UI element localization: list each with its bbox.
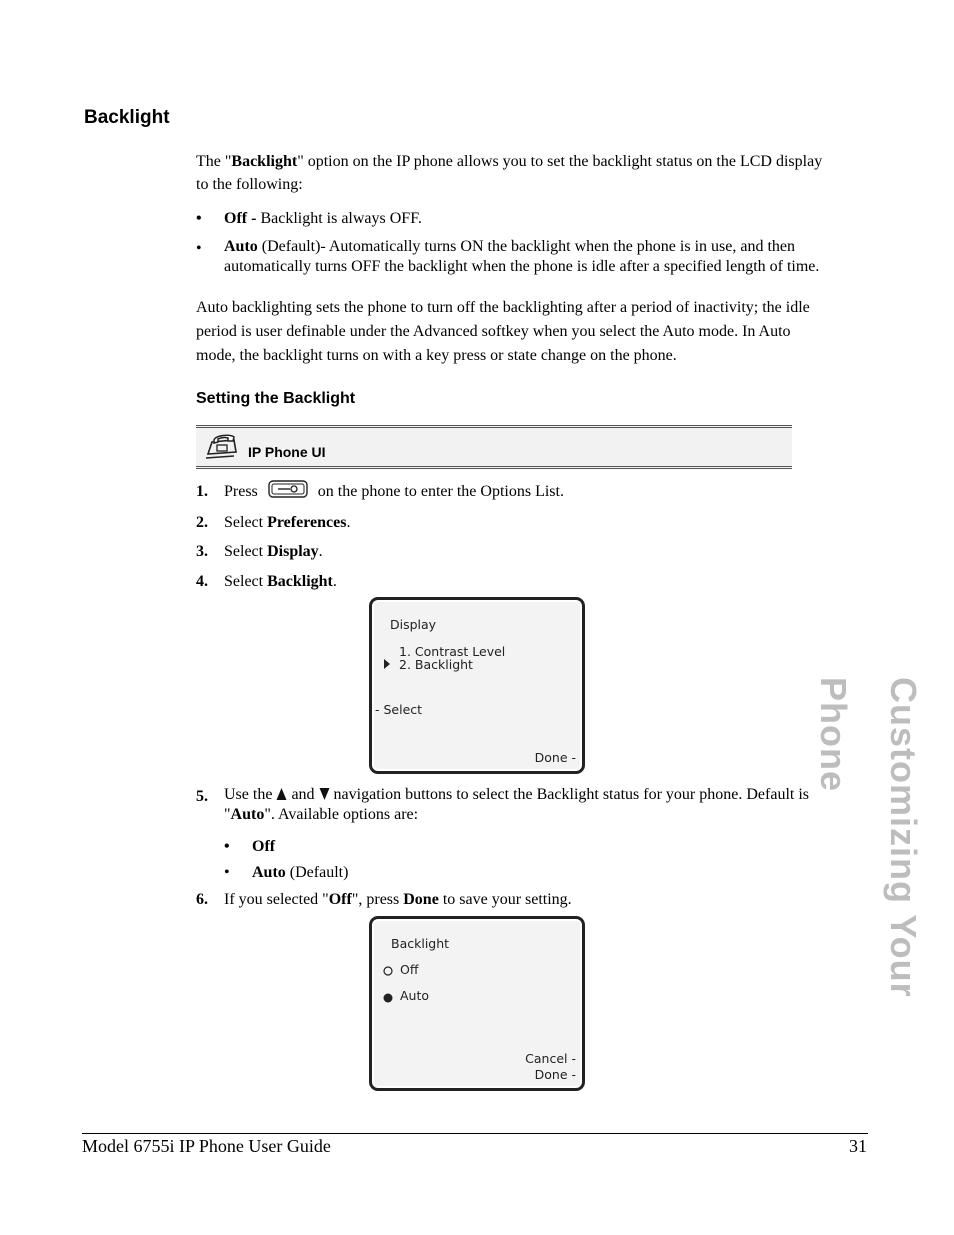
step-5-option-off: • Off [224, 838, 276, 855]
step-4: 4. Select Backlight. [196, 573, 337, 590]
intro-paragraph: The "Backlight" option on the IP phone allows you to set the backlight status on the LCD display to the following: [196, 153, 823, 193]
radio-selected-icon[interactable] [383, 991, 393, 1006]
footer-rule [82, 1133, 868, 1134]
done-softkey-2[interactable]: Done - [534, 1067, 576, 1082]
screen1-title: Display [390, 617, 437, 632]
phone-icon [204, 434, 240, 465]
chapter-side-tab [813, 675, 938, 1115]
ip-phone-ui-bar [196, 425, 792, 469]
screen2-title: Backlight [391, 936, 450, 951]
option-auto: • Auto (Default)- Automatically turns ON the backlight when the phone is in use, and then automatically turns OFF the backlight when the phone is idle after a specified length of time. [196, 238, 820, 275]
auto-paragraph: Auto backlighting sets the phone to turn off the backlighting after a period of inactivity; the idle period is user definable under the Advanced softkey when you select the Auto mode. In Auto mode, the backlight turns on with a key press or state change on the phone. [196, 299, 810, 364]
done-softkey[interactable]: Done - [534, 750, 576, 765]
step-5-option-auto: • Auto (Default) [224, 864, 349, 881]
step-6: 6. If you selected "Off", press Done to save your setting. [196, 891, 572, 908]
screen2-option-auto[interactable]: Auto [400, 988, 430, 1003]
down-arrow-icon [319, 787, 330, 801]
screen2-option-off[interactable]: Off [400, 962, 419, 977]
option-off: • Off - Backlight is always OFF. [196, 210, 422, 227]
screen1-item-backlight[interactable]: 2. Backlight [399, 657, 473, 672]
lcd-screen-backlight [369, 916, 585, 1091]
step-3: 3. Select Display. [196, 543, 323, 560]
screen1-item-contrast[interactable]: 1. Contrast Level [399, 644, 506, 659]
subsection-title: Setting the Backlight [196, 390, 356, 407]
intro-bold: Backlight [231, 153, 298, 170]
step-2: 2. Select Preferences. [196, 514, 351, 531]
cancel-softkey[interactable]: Cancel - [525, 1051, 576, 1066]
step-5: 5. Use the and navigation buttons to select the Backlight status for your phone. Default is "Auto". Available options are: [196, 786, 810, 823]
select-softkey[interactable]: - Select [375, 702, 423, 717]
ui-bar-label: IP Phone UI [248, 444, 326, 460]
radio-empty-icon[interactable] [383, 964, 393, 979]
selection-arrow-icon [383, 658, 391, 673]
step-1: 1. Press on the phone to enter the Options List. [196, 480, 876, 506]
footer-title: Model 6755i IP Phone User Guide [82, 1136, 331, 1156]
page-number: 31 [849, 1136, 867, 1156]
section-title: Backlight [84, 107, 170, 128]
options-key-icon [268, 480, 308, 505]
chapter-side-tab-label: Customizing Your Phone [813, 677, 924, 998]
lcd-screen-display [369, 597, 585, 774]
up-arrow-icon [276, 787, 287, 801]
